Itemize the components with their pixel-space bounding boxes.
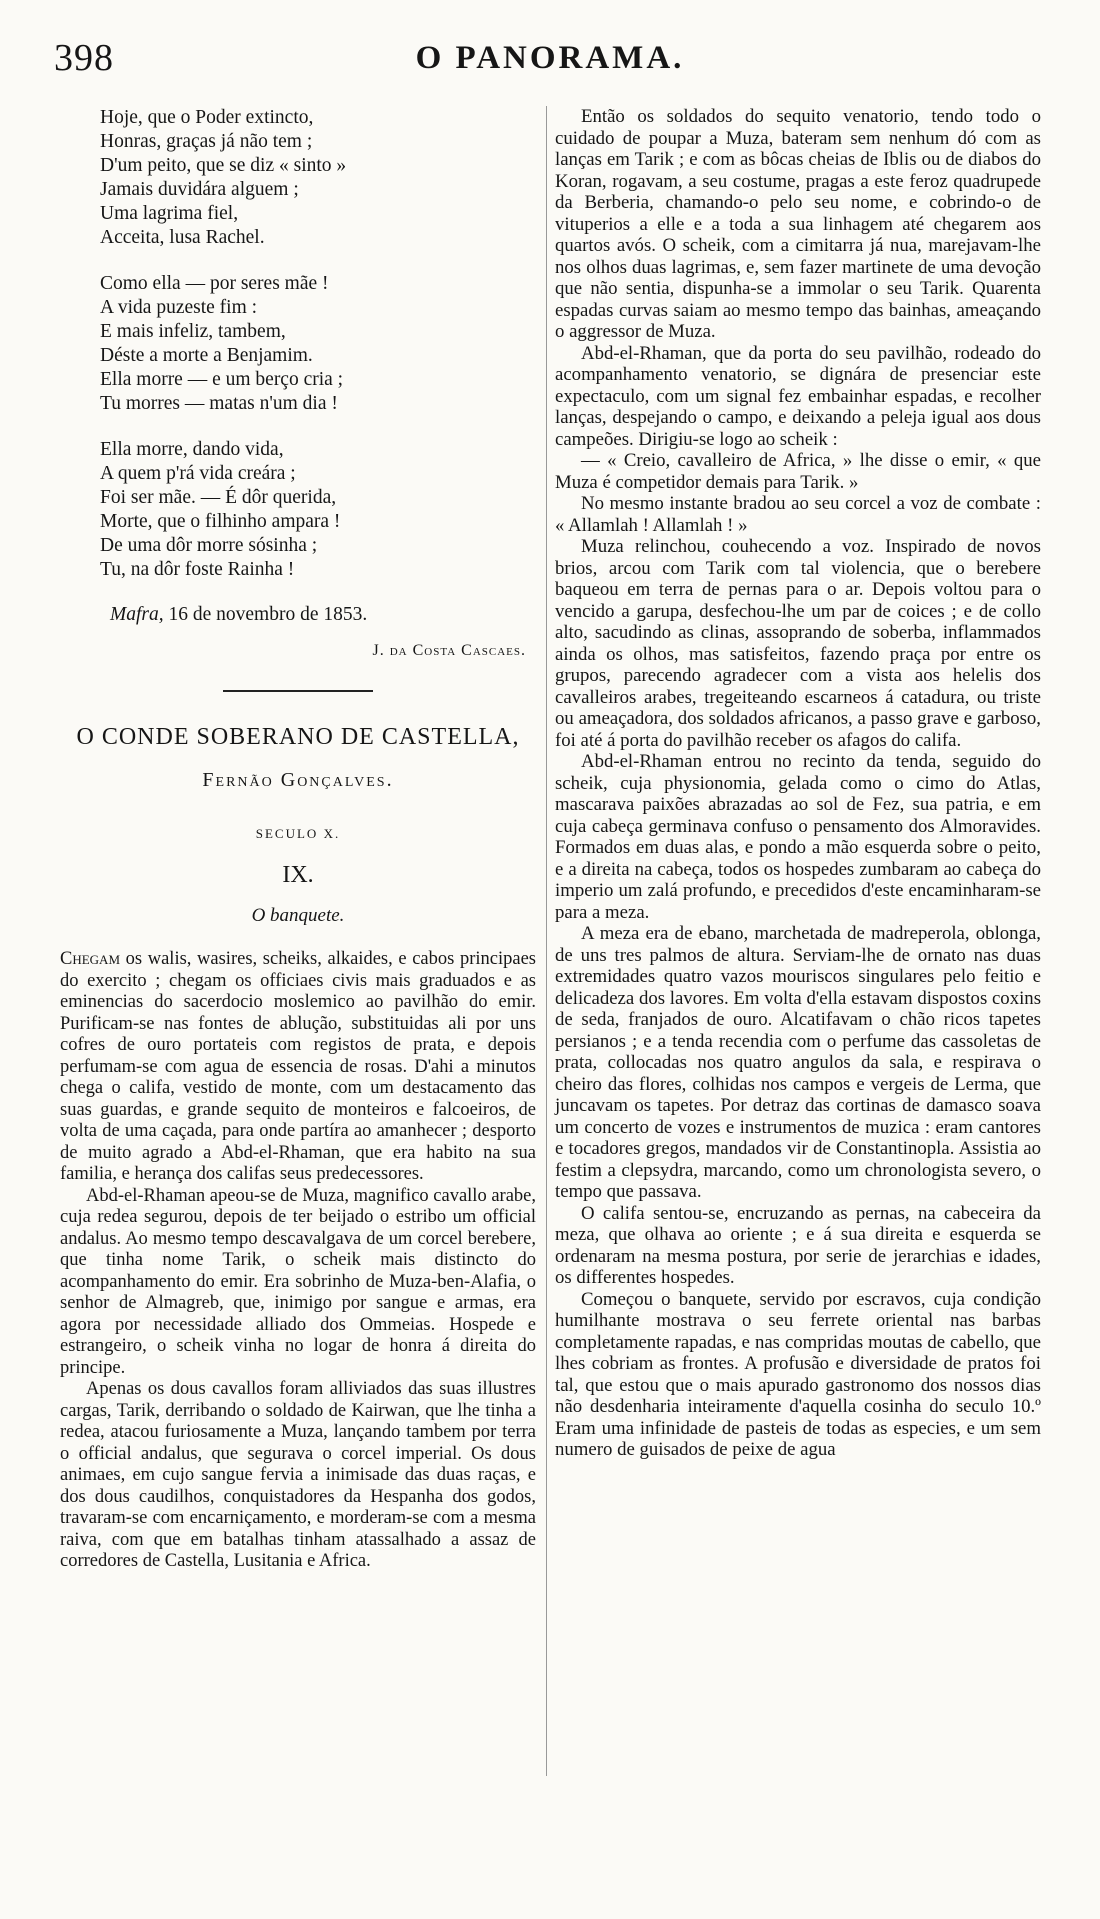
paragraph: Abd-el-Rhaman, que da porta do seu pavilhão, rodeado do acompanhamento venatorio, se dignára de presenciar este expectaculo, com um signal fez embainhar espadas, e recolher lanças, despejando o campo, e deixando a peleja igual aos dous campeões. Dirigiu-se logo ao scheik :	[555, 342, 1041, 450]
poem-line: Como ella — por seres mãe !	[100, 273, 329, 294]
poem-line: Morte, que o filhinho ampara !	[100, 511, 341, 532]
poem-line: A vida puzeste fim :	[100, 297, 258, 318]
poem-line: E mais infeliz, tambem,	[100, 321, 286, 342]
poem-line: Tu, na dôr foste Rainha !	[100, 559, 295, 580]
right-column	[555, 106, 1041, 1461]
poem-line: Acceita, lusa Rachel.	[100, 227, 265, 248]
poem-line: Déste a morte a Benjamim.	[100, 345, 313, 366]
paragraph: A meza era de ebano, marchetada de madreperola, oblonga, de uns tres palmos de altura. Serviam-lhe de ornato nas duas extremidades quatro vazos mouriscos singulares pelo feitio e delicadeza dos lavores. Em volta d'ella estavam dispostos coxins de seda, franjados de ouro. Alcatifavam o chão ricos tapetes persianos ; e a tenda recendia com o perfume das cassoletas de prata, collocadas nos quatro angulos da sala, e respirava o cheiro das flores, colhidas nos campos e vergeis de Lerma, que juncavam os tapetes. Por detraz das cortinas de damasco soava um concerto de vozes e instrumentos de muzica : eram cantores e tocadores gregos, mandados vir de Constantinopla. Assistia ao festim a clepsydra, marcando, como um chronologista severo, o tempo que passava.	[555, 923, 1041, 1202]
article-title: O CONDE SOBERANO DE CASTELLA,	[76, 724, 520, 750]
paragraph	[60, 949, 536, 1186]
poem-date-text: 16 de novembro de 1853.	[163, 604, 368, 625]
poem-line: A quem p'rá vida creára ;	[100, 463, 296, 484]
page-header	[40, 30, 1060, 86]
drop-word: Chegam	[60, 949, 121, 969]
poem-line: Foi ser mãe. — É dôr querida,	[100, 487, 337, 508]
poem-line: Ella morre, dando vida,	[100, 439, 284, 460]
poem-line: Ella morre — e um berço cria ;	[100, 369, 344, 390]
paragraph: Abd-el-Rhaman apeou-se de Muza, magnifico cavallo arabe, cuja redea segurou, depois de ter beijado o estribo um official andalus. Ao mesmo tempo descavalgava de um corcel berebere, que tinha nome Tarik, o scheik mais distincto do acompanhamento do emir. Era sobrinho de Muza-ben-Alafia, o senhor de Almagreb, que, inimigo por sangue e armas, era agora por necessidade alliado dos Ommeias. Hospede e estrangeiro, o scheik vinha no logar de honra á direita do principe.	[60, 1185, 536, 1378]
paragraph: No mesmo instante bradou ao seu corcel a voz de combate : « Allamlah ! Allamlah ! »	[555, 493, 1041, 536]
paragraph: — « Creio, cavalleiro de Africa, » lhe disse o emir, « que Muza é competidor demais para Tarik. »	[555, 450, 1041, 493]
paragraph: Abd-el-Rhaman entrou no recinto da tenda, seguido do scheik, cuja physionomia, gelada como o cimo do Atlas, mascarava paixões abrazadas ao sol de Fez, sua patria, e em cuja cabeça germinava confuso o pensamento dos Almoravides. Formados em duas alas, e pondo a mão esquerda sobre o peito, e a direita na cabeça, todos os hospedes zumbaram ao cabeça do imperio um zalá profundo, e precedidos d'este encaminharam-se para a meza.	[555, 751, 1041, 923]
page-number: 398	[54, 37, 114, 79]
poem-place: Mafra,	[110, 604, 164, 625]
poem-line: Uma lagrima fiel,	[100, 203, 239, 224]
poem-line: D'um peito, que se diz « sinto »	[100, 155, 347, 176]
paragraph-text: os walis, wasires, scheiks, alkaides, e cabos principaes do exercito ; chegam os officiaes civis mais graduados e as eminencias do sacerdocio moslemico ao pavilhão do emir. Purificam-se nas fontes de ablução, substituidas ali por uns cofres de ouro portateis com registos de prata, e depois perfumam-se com agua de essencia de rosas. D'ahi a minutos chega o califa, vestido de monte, com um destacamento das suas guardas, e grande sequito de monteiros e falcoeiros, de volta de uma caçada, para onde partíra ao amanhecer ; desporto de muito agrado a Abd-el-Rhaman, que era habito na sua familia, e herança dos califas seus predecessores.	[60, 949, 536, 1184]
article-century: SECULO X.	[255, 826, 341, 841]
chapter-heading: O banquete.	[251, 905, 345, 926]
poem-line: Honras, graças já não tem ;	[100, 131, 313, 152]
chapter-number: IX.	[282, 862, 314, 888]
paragraph: Muza relinchou, couhecendo a voz. Inspirado de novos brios, arcou com Tarik com tal violencia, que o berebere baqueou em terra de pernas para o ar. Depois voltou para o vencido a garupa, desfechou-lhe um par de coices ; e de collo alto, sacudindo as clinas, assoprando de soberba, inflammados ainda os olhos, mas satisfeitos, fazendo praça por entre os grupos, parecendo agradecer com a vista aos helelis dos cavalleiros arabes, tregeiteando escarneos á catadura, ou triste ou ameaçadora, dos soldados africanos, a passo grave e garboso, foi até á porta do pavilhão receber os afagos do califa.	[555, 536, 1041, 751]
poem-line: Tu morres — matas n'um dia !	[100, 393, 338, 414]
poem-author: J. da Costa Cascaes.	[372, 642, 526, 659]
paragraph: Então os soldados do sequito venatorio, tendo todo o cuidado de poupar a Muza, bateram sem nenhum dó com as lanças em Tarik ; e com as bôcas cheias de Iblis ou de diabos do Koran, rogavam, a seu costume, pragas a este feroz quadrupede da Berberia, chamando-o pelo seu nome, e cobrindo-o de vituperios a elle e a toda a sua linhagem até chegarem aos quartos avós. O scheik, com a cimitarra já nua, marejavam-lhe nos olhos duas lagrimas, e, sem fazer martinete de uma devoção que não sentia, dispunha-se a immolar o seu Tarik. Quarenta espadas curvas saiam ao mesmo tempo das bainhas, ameaçando o aggressor de Muza.	[555, 106, 1041, 342]
poem-line: De uma dôr morre sósinha ;	[100, 535, 318, 556]
journal-title: O PANORAMA.	[415, 40, 685, 76]
poem-stanza	[100, 272, 536, 416]
paragraph: Apenas os dous cavallos foram alliviados das suas illustres cargas, Tarik, derribando o soldado de Kairwan, que lhe tinha a redea, atacou furiosamente a Muza, lançando tambem por terra o official andalus, que segurava o corcel imperial. Os dous animaes, em cujo sangue fervia a inimisade das duas raças, e dos dous caudilhos, conquistadores da Hespanha dos godos, travaram-se com encarniçamento, e morderam-se com a mesma raiva, com que em batalhas tinham atassalhado a assaz de corredores de Castella, Lusitania e Africa.	[60, 1379, 536, 1571]
section-separator	[223, 690, 373, 692]
left-column	[60, 106, 536, 1573]
paragraph: Começou o banquete, servido por escravos, cuja condição humilhante mostrava o seu ferrete oriental nas barbas completamente rapadas, e nas compridas moutas de cabello, que lhes cobriam as frontes. A profusão e diversidade de pratos foi tal, que estou que o mais apurado gastronomo dos nossos dias não desdenharia inteiramente d'aquella cosinha do seculo 10.º Eram uma infinidade de pasteis de todas as especies, e um sem numero de guisados de peixe de agua	[555, 1288, 1041, 1460]
poem-line: Jamais duvidára alguem ;	[100, 179, 299, 200]
poem-stanza	[100, 106, 536, 250]
poem-line: Hoje, que o Poder extincto,	[100, 107, 314, 128]
article-subtitle: Fernão Gonçalves.	[202, 769, 394, 791]
column-divider	[546, 106, 547, 1776]
poem-stanza	[100, 438, 536, 582]
paragraph: O califa sentou-se, encruzando as pernas, na cabeceira da meza, que olhava ao oriente ; e á sua direita e esquerda se ordenaram na mesma postura, por serie de jerarchias e idades, os differentes hospedes.	[555, 1202, 1041, 1288]
poem-date	[110, 604, 536, 626]
